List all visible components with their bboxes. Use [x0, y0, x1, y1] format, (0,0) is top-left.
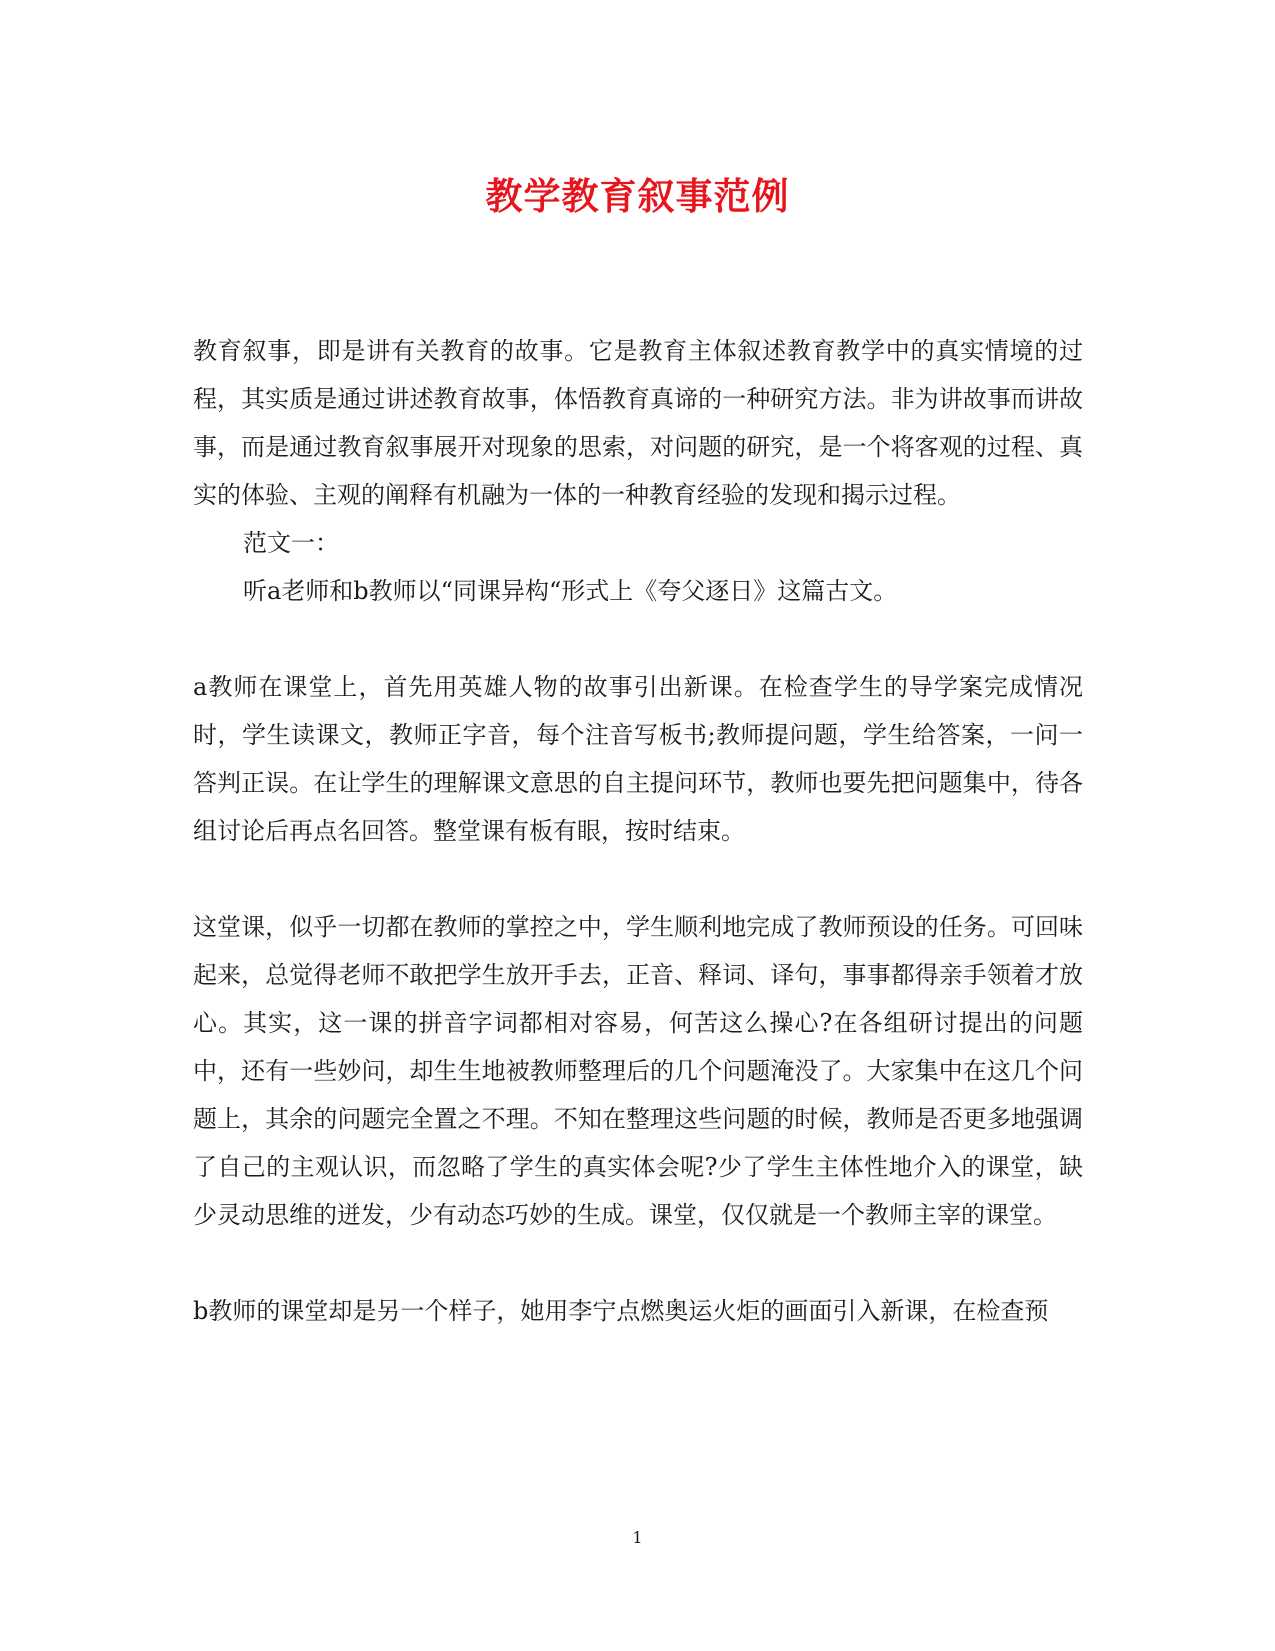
document-title: 教学教育叙事范例 — [485, 174, 790, 218]
paragraph-teacher-b: b教师的课堂却是另一个样子，她用李宁点燃奥运火炬的画面引入新课，在检查预 — [193, 1297, 1049, 1325]
paragraph-intro: 教育叙事，即是讲有关教育的故事。它是教育主体叙述教育教学中的真实情境的过程，其实质是通过讲述教育故事，体悟教育真谛的一种研究方法。非为讲故事而讲故事，而是通过教育叙事展开对现象的思索，对问题的研究，是一个将客观的过程、真实的体验、主观的阐释有机融为一体的一种教育经验的发现和揭示过程。 — [193, 337, 1083, 509]
page-number: 1 — [632, 1528, 643, 1547]
paragraph-sample-heading: 范文一： — [243, 529, 339, 557]
paragraph-teacher-a: a教师在课堂上，首先用英雄人物的故事引出新课。在检查学生的导学案完成情况时，学生读课文，教师正字音，每个注音写板书;教师提问题，学生给答案，一问一答判正误。在让学生的理解课文意思的自主提问环节，教师也要先把问题集中，待各组讨论后再点名回答。整堂课有板有眼，按时结束。 — [193, 673, 1083, 845]
paragraph-reflection: 这堂课，似乎一切都在教师的掌控之中，学生顺利地完成了教师预设的任务。可回味起来，总觉得老师不敢把学生放开手去，正音、释词、译句，事事都得亲手领着才放心。其实，这一课的拼音字词都相对容易，何苦这么操心?在各组研讨提出的问题中，还有一些妙问，却生生地被教师整理后的几个问题淹没了。大家集中在这几个问题上，其余的问题完全置之不理。不知在整理这些问题的时候，教师是否更多地强调了自己的主观认识，而忽略了学生的真实体会呢?少了学生主体性地介入的课堂，缺少灵动思维的迸发，少有动态巧妙的生成。课堂，仅仅就是一个教师主宰的课堂。 — [193, 913, 1083, 1229]
paragraph-lesson-intro: 听a老师和b教师以“同课异构“形式上《夸父逐日》这篇古文。 — [243, 577, 898, 605]
paragraph-gap — [193, 1239, 1083, 1287]
paragraph-gap — [193, 855, 1083, 903]
document-body — [193, 327, 1083, 1335]
paragraph-gap — [193, 615, 1083, 663]
